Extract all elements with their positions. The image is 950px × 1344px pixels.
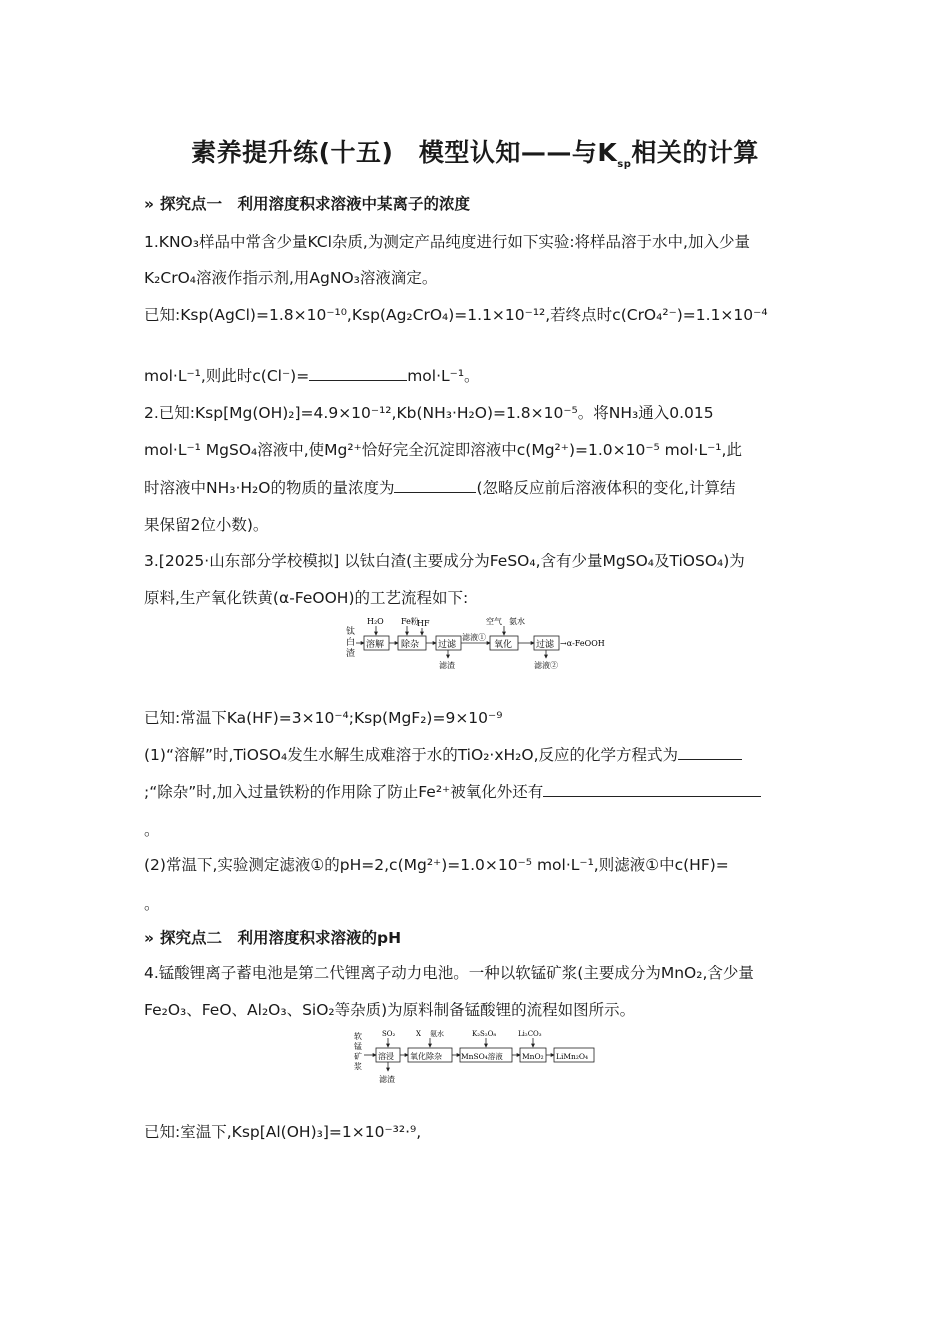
answer-blank[interactable] <box>394 478 476 493</box>
flow2-box-2: 氧化除杂 <box>410 1052 442 1061</box>
answer-blank[interactable] <box>543 782 761 797</box>
q3-line-1: 3.[2025·山东部分学校模拟] 以钛白渣(主要成分为FeSO₄,含有少量MgSO₄及TiOSO₄)为 <box>144 552 745 570</box>
flow2-box-4: MnO₂ <box>522 1052 544 1061</box>
q4-line-2: Fe₂O₃、FeO、Al₂O₃、SiO₂等杂质)为原料制备锰酸锂的流程如图所示。 <box>144 1001 636 1019</box>
flow2-input-2: X <box>416 1030 421 1038</box>
q4-known: 已知:室温下,Ksp[Al(OH)₃]=1×10⁻³²·⁹, <box>144 1123 422 1141</box>
flow1-start-1: 钛 <box>346 627 356 637</box>
q2-line-3: 时溶液中NH₃·H₂O的物质的量浓度为 (忽略反应前后溶液体积的变化,计算结 <box>144 479 736 497</box>
flow2-input-4: K₂S₂O₈ <box>472 1030 497 1038</box>
flow1-box-3: 过滤 <box>438 640 457 650</box>
answer-blank[interactable] <box>309 366 407 381</box>
flow2-start-1: 软 <box>354 1032 362 1041</box>
flow1-start-2: 白 <box>346 638 356 648</box>
q1-line-1: 1.KNO₃样品中常含少量KCl杂质,为测定产品纯度进行如下实验:将样品溶于水中,加入少量 <box>144 233 750 251</box>
flow2-input-1: SO₂ <box>382 1030 396 1038</box>
q1-line-2: K₂CrO₄溶液作指示剂,用AgNO₃溶液滴定。 <box>144 269 438 287</box>
flow1-input-4: 空气 <box>486 617 502 626</box>
process-flow-diagram-2 <box>350 1025 600 1087</box>
flow2-box-5: LiMn₂O₄ <box>556 1052 589 1061</box>
flow1-under-2: 滤液② <box>534 661 558 670</box>
flow1-box-4: 氧化 <box>494 640 513 650</box>
process-flow-diagram-1 <box>340 614 610 672</box>
flow2-input-5: Li₂CO₃ <box>518 1030 542 1038</box>
q1-line-3: 已知:Ksp(AgCl)=1.8×10⁻¹⁰,Ksp(Ag₂CrO₄)=1.1×10⁻¹²,若终点时c(CrO₄²⁻)=1.1×10⁻⁴ <box>144 306 768 324</box>
q2-line-4: 果保留2位小数)。 <box>144 516 269 534</box>
flow2-under-1: 滤渣 <box>379 1075 395 1084</box>
flow2-start-2: 锰 <box>354 1042 362 1051</box>
section-heading-2: » 探究点二 利用溶度积求溶液的pH <box>144 929 402 947</box>
flow1-box-1: 溶解 <box>366 640 385 650</box>
flow1-input-1: H₂O <box>367 617 384 626</box>
q3-part1-end: 。 <box>144 821 160 839</box>
flow1-mid: 滤液① <box>462 633 486 642</box>
q1-line-4: mol·L⁻¹,则此时c(Cl⁻)= mol·L⁻¹。 <box>144 367 480 385</box>
section-marker-icon: » <box>144 929 155 947</box>
q3-part1-line-2: ;“除杂”时,加入过量铁粉的作用除了防止Fe²⁺被氧化外还有 <box>144 780 814 802</box>
flow1-box-5: 过滤 <box>536 640 555 650</box>
section-heading-1: » 探究点一 利用溶度积求溶液中某离子的浓度 <box>144 195 471 213</box>
flow1-input-5: 氨水 <box>509 617 525 626</box>
flow2-input-3: 氨水 <box>430 1030 444 1038</box>
q3-part1-line-1: (1)“溶解”时,TiOSO₄发生水解生成难溶于水的TiO₂·xH₂O,反应的化学方程式为 <box>144 743 814 765</box>
q3-line-2: 原料,生产氧化铁黄(α-FeOOH)的工艺流程如下: <box>144 589 469 607</box>
flow1-start-3: 渣 <box>346 649 356 659</box>
q3-part2-end: 。 <box>144 895 160 913</box>
q2-line-2: mol·L⁻¹ MgSO₄溶液中,使Mg²⁺恰好完全沉淀即溶液中c(Mg²⁺)=1.0×10⁻⁵ mol·L⁻¹,此 <box>144 441 742 459</box>
page-title: 素养提升练(十五) 模型认知——与$K_{sp}$相关的计算 <box>191 138 759 170</box>
q3-part2-line: (2)常温下,实验测定滤液①的pH=2,c(Mg²⁺)=1.0×10⁻⁵ mol·L⁻¹,则滤液①中c(HF)= <box>144 856 729 874</box>
flow1-input-2: Fe粉 <box>401 617 419 626</box>
flow2-box-3: MnSO₄溶液 <box>461 1052 503 1061</box>
q3-known: 已知:常温下Ka(HF)=3×10⁻⁴;Ksp(MgF₂)=9×10⁻⁹ <box>144 709 503 727</box>
flow1-box-2: 除杂 <box>401 640 420 650</box>
flow1-output: →α-FeOOH <box>560 639 605 648</box>
q2-line-1: 2.已知:Ksp[Mg(OH)₂]=4.9×10⁻¹²,Kb(NH₃·H₂O)=1.8×10⁻⁵。将NH₃通入0.015 <box>144 404 714 422</box>
flow1-input-3: HF <box>417 619 430 628</box>
flow2-start-4: 浆 <box>354 1062 362 1071</box>
flow1-under-1: 滤渣 <box>439 661 455 670</box>
flow2-box-1: 溶浸 <box>378 1052 394 1061</box>
answer-blank[interactable] <box>678 745 742 760</box>
flow2-start-3: 矿 <box>354 1052 362 1061</box>
section-marker-icon: » <box>144 195 155 213</box>
q4-line-1: 4.锰酸锂离子蓄电池是第二代锂离子动力电池。一种以软锰矿浆(主要成分为MnO₂,含少量 <box>144 964 754 982</box>
